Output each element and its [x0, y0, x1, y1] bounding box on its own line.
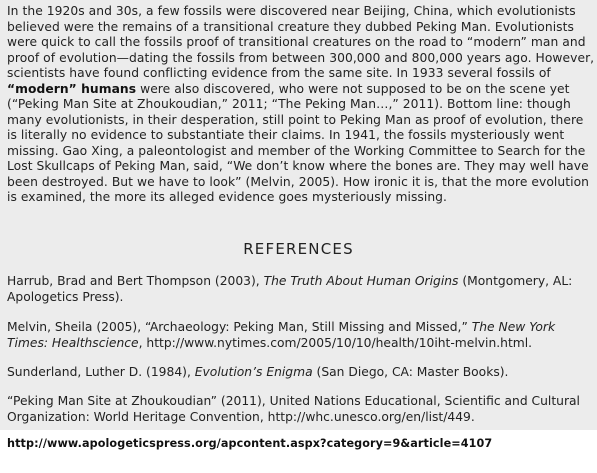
- paragraph-text-start: In the 1920s and 30s, a few fossils were discovered near Beijing, China, which evolutionists believed were the remains of a transitional creature they dubbed Peking Man. Evolutionists were quick to call the fossils proof of transitional creatures on the road to “modern” man and proof of evolution—dating the fossils from between 300,000 and 800,000 years ago. However, scientists have found conflicting evidence from the same site. In 1933 several fossils of: [7, 4, 595, 80]
- paragraph-bold-phrase: “modern” humans: [7, 81, 137, 96]
- reference-item: [7, 393, 593, 426]
- reference-title: The Truth About Human Origins: [263, 274, 459, 288]
- references-heading: REFERENCES: [243, 240, 354, 258]
- reference-text: (San Diego, CA: Master Books).: [312, 365, 509, 379]
- article-paragraph: [7, 4, 595, 206]
- reference-title: The New York Times: Healthscience: [7, 320, 556, 351]
- reference-title: Evolution’s Enigma: [194, 365, 313, 379]
- reference-text: (Montgomery, AL: Apologetics Press).: [7, 274, 573, 305]
- reference-text: , http://www.nytimes.com/2005/10/10/health/10iht-melvin.html.: [138, 336, 533, 351]
- reference-text: Sunderland, Luther D. (1984),: [7, 365, 195, 379]
- paragraph-text-end: were also discovered, who were not supposed to be on the scene yet (“Peking Man Site at Zhoukoudian,” 2011; “The Peking Man…,” 2011). Bottom line: though many evolutionists, in their desperation, still point to Peking Man as proof of evolution, there is literally no evidence to substantiate their claims. In 1941, the fossils mysteriously went missing. Gao Xing, a paleontologist and member of the Working Committee to Search for the Lost Skullcaps of Peking Man, said, “We don’t know where the bones are. They may well have been destroyed. But we have to look” (Melvin, 2005). How ironic it is, that the more evolution is examined, the more its alleged evidence goes mysteriously missing.: [7, 81, 589, 204]
- reference-text: Harrub, Brad and Bert Thompson (2003),: [7, 274, 264, 288]
- reference-text: “Peking Man Site at Zhoukoudian” (2011), United Nations Educational, Scientific and Cultural Organization: World Heritage Convention, http://whc.unesco.org/en/list/449.: [7, 394, 580, 425]
- reference-item: [7, 319, 593, 352]
- reference-item: [7, 273, 593, 306]
- reference-item: [7, 364, 593, 380]
- reference-text: Melvin, Sheila (2005), “Archaeology: Peking Man, Still Missing and Missed,”: [7, 320, 472, 334]
- source-url-link[interactable]: http://www.apologeticspress.org/apcontent.aspx?category=9&article=4107: [7, 437, 493, 450]
